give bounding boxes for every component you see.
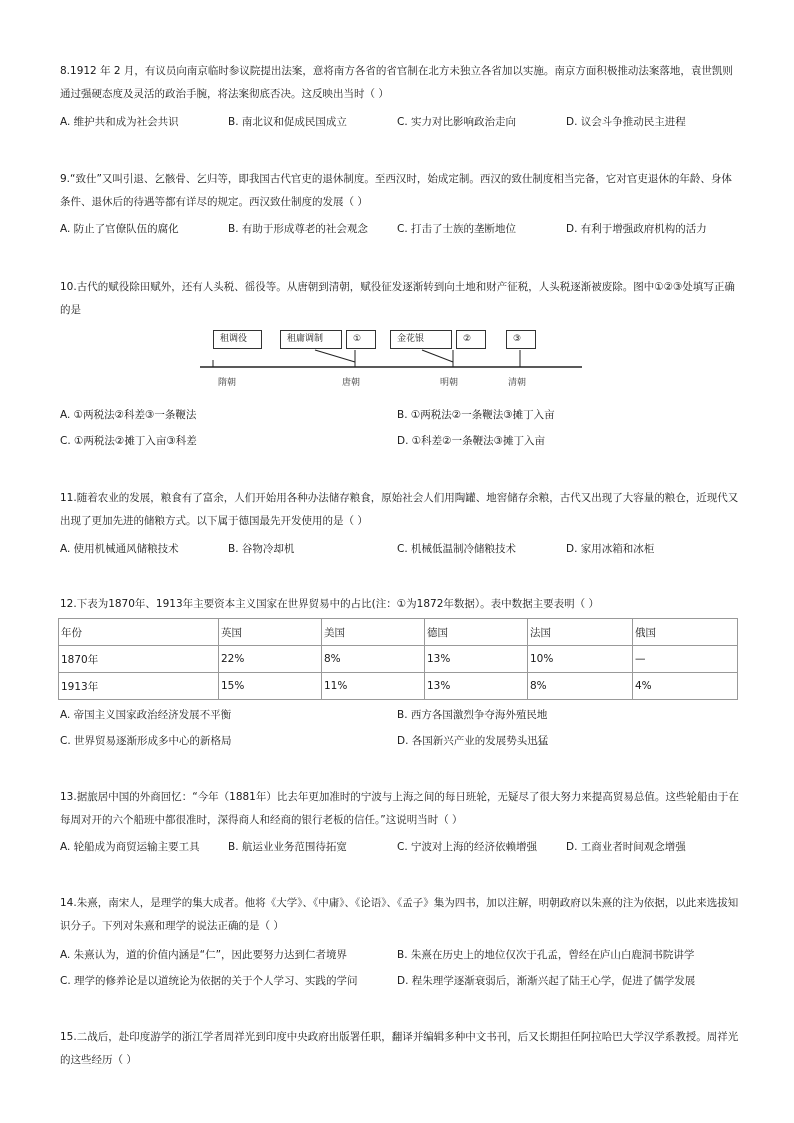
table-header-cell: 英国 xyxy=(219,619,322,646)
question-10-option-d: D. ①科差②一条鞭法③摊丁入亩 xyxy=(397,435,545,447)
question-9-option-a: A. 防止了官僚队伍的腐化 xyxy=(60,223,179,235)
question-11-option-d: D. 家用冰箱和冰柜 xyxy=(566,543,655,555)
era-label-sui: 隋朝 xyxy=(218,378,237,388)
question-9-option-b: B. 有助于形成尊老的社会观念 xyxy=(228,223,368,235)
question-8-option-d: D. 议会斗争推动民主进程 xyxy=(566,116,686,128)
question-12-option-b: B. 西方各国激烈争夺海外殖民地 xyxy=(397,709,548,721)
table-cell: 1913年 xyxy=(59,673,219,700)
table-header-cell: 俄国 xyxy=(633,619,738,646)
question-9-stem: 9.“致仕”又叫引退、乞骸骨、乞归等，即我国古代官吏的退休制度。至西汉时，始成定制。西汉的致仕制度相当完备，它对官吏退休的年龄、身体条件、退休后的待遇等都有详尽的规定。西汉致仕制度的发展（ ） xyxy=(60,173,732,208)
connector-jinhuayin xyxy=(422,350,453,362)
question-15-stem: 15.二战后，赴印度游学的浙江学者周祥光到印度中央政府出版署任职，翻译并编辑多种中文书刊，后又长期担任阿拉哈巴大学汉学系教授。周祥光的这些经历（ ） xyxy=(60,1031,739,1066)
question-11-option-c: C. 机械低温制冷储粮技术 xyxy=(397,543,517,555)
table-cell: 15% xyxy=(219,673,322,700)
question-10-stem: 10.古代的赋役除田赋外，还有人头税、徭役等。从唐朝到清朝，赋役征发逐渐转到向土地和财产征税，人头税逐渐被废除。图中①②③处填写正确的是 xyxy=(60,281,735,316)
table-header-cell: 年份 xyxy=(59,619,219,646)
table-cell: 8% xyxy=(322,646,425,673)
table-cell: 10% xyxy=(528,646,633,673)
tax-system-timeline xyxy=(200,322,600,390)
question-12-option-a: A. 帝国主义国家政治经济发展不平衡 xyxy=(60,709,232,721)
connector-zuyongdiao xyxy=(315,350,355,362)
question-14-stem: 14.朱熹，南宋人，是理学的集大成者。他将《大学》、《中庸》、《论语》、《孟子》集为四书，加以注解，明朝政府以朱熹的注为依据，以此来选拔知识分子。下列对朱熹和理学的说法正确的是（ ） xyxy=(60,897,739,932)
table-header-row xyxy=(59,619,738,646)
timeline-box-zudiaoyi: 租调役 xyxy=(213,330,262,349)
question-14-option-d: D. 程朱理学逐渐衰弱后，渐渐兴起了陆王心学，促进了儒学发展 xyxy=(397,975,696,987)
table-cell: 1870年 xyxy=(59,646,219,673)
question-10-option-b: B. ①两税法②一条鞭法③摊丁入亩 xyxy=(397,409,555,421)
era-label-tang: 唐朝 xyxy=(342,378,361,388)
timeline-box-zuyongdiao: 租庸调制 xyxy=(280,330,342,349)
question-14-option-b: B. 朱熹在历史上的地位仅次于孔孟，曾经在庐山白鹿洞书院讲学 xyxy=(397,949,695,961)
question-14-option-c: C. 理学的修养论是以道统论为依据的关于个人学习、实践的学问 xyxy=(60,975,358,987)
table-header-cell: 德国 xyxy=(425,619,528,646)
question-8-stem: 8.1912 年 2 月，有议员向南京临时参议院提出法案，意将南方各省的省官制在北方未独立各省加以实施。南京方面积极推动法案落地，袁世凯则通过强硬态度及灵活的政治手腕，将法案彻底否决。这反映出当时（ ） xyxy=(60,65,733,100)
question-13-option-b: B. 航运业业务范围待拓宽 xyxy=(228,841,347,853)
question-8-option-c: C. 实力对比影响政治走向 xyxy=(397,116,517,128)
table-cell: — xyxy=(633,646,738,673)
timeline-box-blank-3: ③ xyxy=(506,330,536,349)
table-cell: 13% xyxy=(425,646,528,673)
question-10-option-c: C. ①两税法②摊丁入亩③科差 xyxy=(60,435,197,447)
table-cell: 13% xyxy=(425,673,528,700)
question-13-option-c: C. 宁波对上海的经济依赖增强 xyxy=(397,841,538,853)
question-14-option-a: A. 朱熹认为，道的价值内涵是“仁”，因此要努力达到仁者境界 xyxy=(60,949,348,961)
era-label-qing: 清朝 xyxy=(508,378,527,388)
question-12-stem: 12.下表为1870年、1913年主要资本主义国家在世界贸易中的占比(注：①为1872年数据）。表中数据主要表明（ ） xyxy=(60,598,599,610)
world-trade-share-table xyxy=(58,618,738,700)
table-cell: 11% xyxy=(322,673,425,700)
table-cell: 4% xyxy=(633,673,738,700)
table-row xyxy=(59,673,738,700)
question-12-option-d: D. 各国新兴产业的发展势头迅猛 xyxy=(397,735,549,747)
table-header-cell: 法国 xyxy=(528,619,633,646)
question-8-option-b: B. 南北议和促成民国成立 xyxy=(228,116,347,128)
table-cell: 22% xyxy=(219,646,322,673)
table-row xyxy=(59,646,738,673)
timeline-box-jinhuayin: 金花银 xyxy=(390,330,452,349)
question-13-option-d: D. 工商业者时间观念增强 xyxy=(566,841,686,853)
timeline-box-blank-1: ① xyxy=(346,330,376,349)
table-header-cell: 美国 xyxy=(322,619,425,646)
timeline-box-blank-2: ② xyxy=(456,330,486,349)
question-12-option-c: C. 世界贸易逐渐形成多中心的新格局 xyxy=(60,735,232,747)
question-10-option-a: A. ①两税法②科差③一条鞭法 xyxy=(60,409,197,421)
question-11-option-b: B. 谷物冷却机 xyxy=(228,543,295,555)
question-13-stem: 13.据旅居中国的外商回忆：“今年（1881年）比去年更加准时的宁波与上海之间的每日班轮，无疑尽了很大努力来提高贸易总值。这些轮船由于在每周对开的六个船班中都很准时，深得商人和经商的银行老板的信任。”这说明当时（ ） xyxy=(60,791,739,826)
question-11-stem: 11.随着农业的发展，粮食有了富余，人们开始用各种办法储存粮食，原始社会人们用陶罐、地窖储存余粮，古代又出现了大容量的粮仓，近现代又出现了更加先进的储粮方式。以下属于德国最先开发使用的是（ ） xyxy=(60,492,739,527)
question-9-option-c: C. 打击了士族的垄断地位 xyxy=(397,223,517,235)
question-13-option-a: A. 轮船成为商贸运输主要工具 xyxy=(60,841,200,853)
table-cell: 8% xyxy=(528,673,633,700)
era-label-ming: 明朝 xyxy=(440,378,459,388)
question-8-option-a: A. 维护共和成为社会共识 xyxy=(60,116,179,128)
question-9-option-d: D. 有利于增强政府机构的活力 xyxy=(566,223,707,235)
question-11-option-a: A. 使用机械通风储粮技术 xyxy=(60,543,179,555)
